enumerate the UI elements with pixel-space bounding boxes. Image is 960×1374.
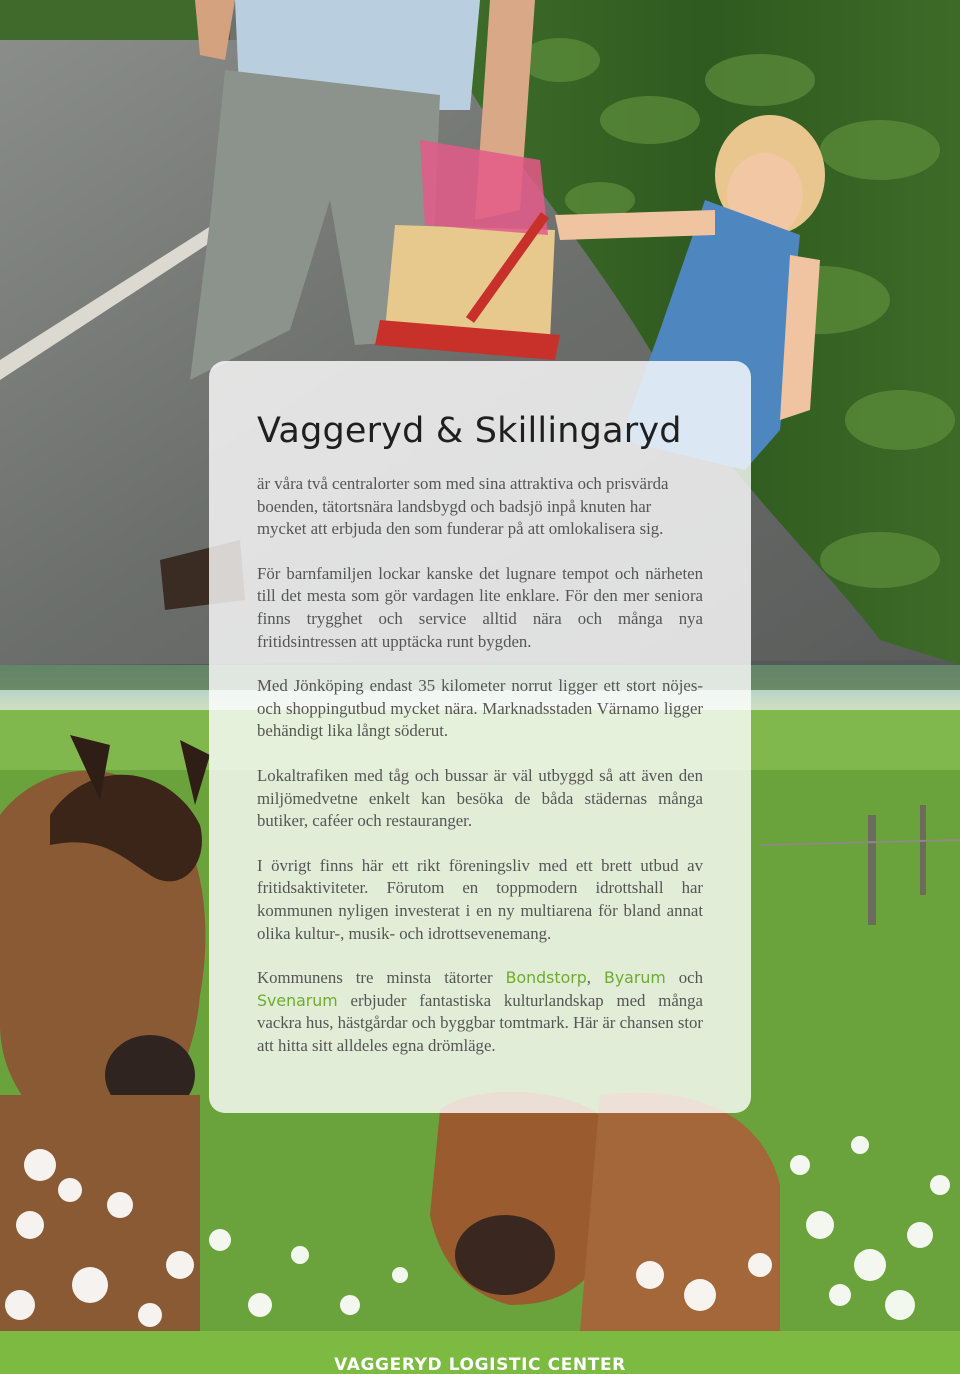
paragraph-transport: Lokaltrafiken med tåg och bussar är väl utbyggd så att även den miljömedvetne enkelt kan besöka de båda städernas många butiker, caféer och restauranger. [257,765,703,831]
villages-intro: Kommunens tre minsta tätorter [257,968,493,988]
page-title: Vaggeryd & Skillingaryd [257,411,682,451]
text-panel [209,361,751,1113]
paragraph-location: Med Jönköping endast 35 kilometer norrut ligger ett stort nöjes- och shoppingutbud mycket nära. Marknadsstaden Värnamo ligger behändigt lika långt söderut. [257,676,703,741]
footer-band [0,1331,960,1374]
paragraph-villages [257,967,703,1057]
horse-right-muzzle [455,1215,555,1295]
paragraph-intro: är våra två centralorter som med sina attraktiva och prisvärda boenden, tätortsnära landsbygd och badsjö inpå knuten har mycket att erbjuda den som funderar på att omlokalisera sig. [257,474,669,539]
villages-rest: erbjuder fantastiska kulturlandskap med många vackra hus, hästgårdar och byggbar tomtmark. Här är chansen stor att hitta sitt alldeles egna drömläge. [257,990,703,1055]
place-byarum: Byarum [604,968,666,988]
child-arm [555,210,715,240]
place-bondstorp: Bondstorp [505,968,587,988]
footer-label: VAGGERYD LOGISTIC CENTER [334,1355,626,1374]
paragraph-families: För barnfamiljen lockar kanske det lugnare tempot och närheten till det mesta som gör vardagen lite enklare. För den mer seniora finns trygghet och service alltid nära och många nya fritidsintressen att upptäcka runt bygden. [257,563,703,651]
villages-separator: , [586,968,591,988]
villages-and: och [678,968,703,988]
paragraph-leisure: I övrigt finns här ett rikt föreningsliv med ett brett utbud av fritidsaktiviteter. Förutom en toppmodern idrottshall har kommunen nyligen investerat i en ny multiarena för bland annat olika kultur-, musik- och idrottsevenemang. [257,855,703,943]
place-svenarum: Svenarum [257,990,338,1010]
